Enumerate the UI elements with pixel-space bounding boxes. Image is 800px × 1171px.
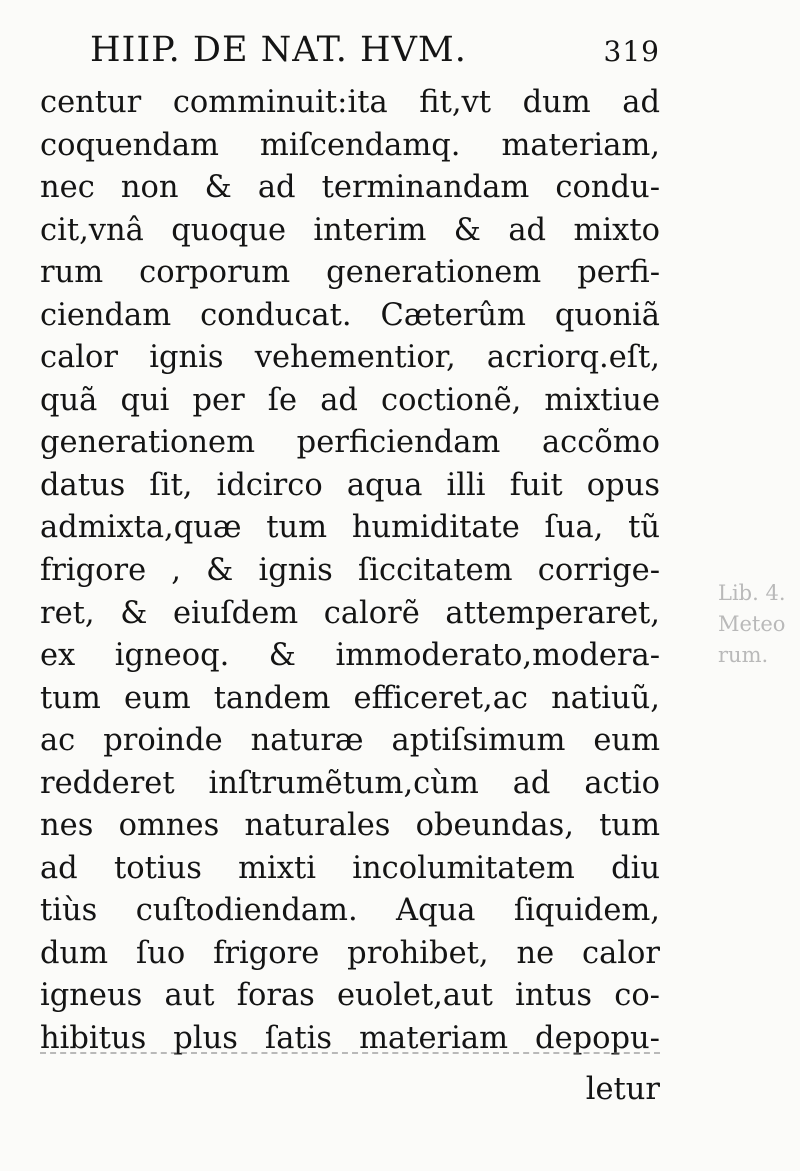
text-line: frigore , & ignis ſiccitatem corrige- xyxy=(40,553,660,589)
text-line: dum ſuo frigore prohibet, ne calor xyxy=(40,935,660,971)
text-line: rum corporum generationem perfi- xyxy=(40,255,660,291)
print-rule xyxy=(40,1052,660,1058)
text-line: nec non & ad terminandam condu- xyxy=(40,170,660,206)
page-number: 319 xyxy=(603,35,660,68)
running-head xyxy=(40,30,660,82)
text-line: igneus aut foras euolet,aut intus co- xyxy=(40,978,660,1014)
text-line: ac proinde naturæ aptiſsimum eum xyxy=(40,723,660,759)
text-line: tiùs cuſtodiendam. Aqua ſiquidem, xyxy=(40,893,660,929)
running-head-title: HIIP. DE NAT. HVM. xyxy=(90,30,467,70)
text-line: cit,vnâ quoque interim & ad mixto xyxy=(40,212,660,248)
text-line: datus ſit, idcirco aqua illi fuit opus xyxy=(40,467,660,503)
catchword: letur xyxy=(585,1071,660,1107)
margin-note-line: rum. xyxy=(718,643,769,667)
text-line: tum eum tandem efficeret,ac natiuũ, xyxy=(40,680,660,716)
text-line: admixta,quæ tum humiditate ſua, tũ xyxy=(40,510,660,546)
text-block xyxy=(40,30,660,1111)
margin-note-line: Meteo xyxy=(718,612,786,636)
text-line: redderet inſtrumẽtum,cùm ad actio xyxy=(40,765,660,801)
text-line: quã qui per ſe ad coctionẽ, mixtiue xyxy=(40,382,660,418)
text-line: ret, & eiuſdem calorẽ attemperaret, xyxy=(40,595,660,631)
margin-note xyxy=(718,578,798,671)
text-line: centur comminuit:ita fit,vt dum ad xyxy=(40,85,660,120)
text-line: ex igneoq. & immoderato,modera- xyxy=(40,638,660,674)
text-line: coquendam miſcendamq. materiam, xyxy=(40,127,660,163)
body-text xyxy=(40,82,660,1061)
text-line: ad totius mixti incolumitatem diu xyxy=(40,850,660,886)
text-line: hibitus plus ſatis materiam depopu- xyxy=(40,1021,660,1057)
text-line: generationem perficiendam accõmo xyxy=(40,425,660,461)
text-line: ciendam conducat. Cæterûm quoniã xyxy=(40,297,660,333)
margin-note-line: Lib. 4. xyxy=(718,581,786,605)
text-line: nes omnes naturales obeundas, tum xyxy=(40,808,660,844)
text-line: calor ignis vehementior, acriorq.eſt, xyxy=(40,340,660,376)
